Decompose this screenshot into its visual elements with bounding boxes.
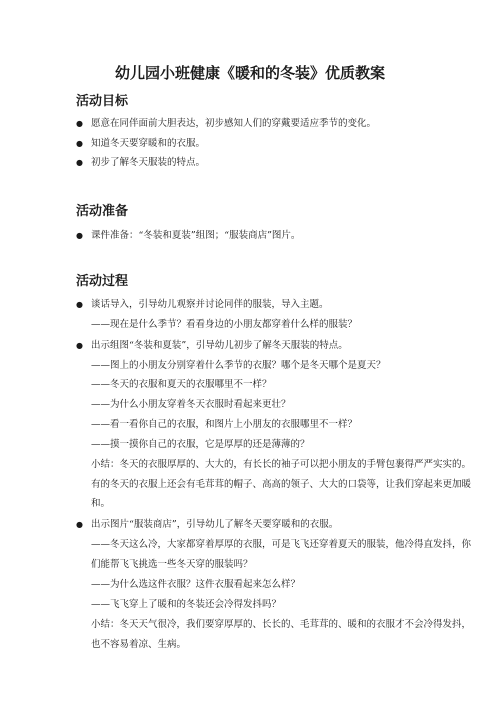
section-heading-prep: 活动准备 [76,204,129,219]
bullet-icon: ● [76,341,83,350]
process-line: ——现在是什么季节？看看身边的小朋友都穿着什么样的服装？ [91,319,358,330]
bullet-icon: ● [76,139,83,148]
process-bullet: 出示组图“冬装和夏装”，引导幼儿初步了解冬天服装的特点。 [91,340,348,351]
process-line: ——冬天的衣服和夏天的衣服哪里不一样？ [91,379,272,390]
bullet-icon: ● [76,119,83,128]
process-line: ——图上的小朋友分别穿着什么季节的衣服？哪个是冬天哪个是夏天？ [91,360,386,371]
bullet-icon: ● [76,231,83,240]
process-bullet: 谈话导入，引导幼儿观察并讨论同伴的服装，导入主题。 [91,299,329,310]
process-line: ——摸一摸你自己的衣服，它是厚厚的还是薄薄的？ [91,439,310,450]
document-title: 幼儿园小班健康《暖和的冬装》优质教案 [114,64,385,82]
process-line: 也不容易着凉、生病。 [91,639,187,650]
process-line: ——看一看你自己的衣服，和图片上小朋友的衣服哪里不一样？ [91,419,358,430]
process-bullet: 出示图片“服装商店”，引导幼儿了解冬天要穿暖和的衣服。 [91,519,339,530]
process-line: ——飞飞穿上了暖和的冬装还会冷得发抖吗？ [91,599,282,610]
bullet-icon: ● [76,158,83,167]
section-heading-goals: 活动目标 [76,94,129,109]
process-line: 小结：冬天的衣服厚厚的、大大的，有长长的袖子可以把小朋友的手臂包裹得严严实实的。 [91,459,472,470]
process-line: ——为什么选这件衣服？这件衣服看起来怎么样？ [91,579,301,590]
process-line: 有的冬天的衣服上还会有毛茸茸的帽子、高高的领子、大大的口袋等，让我们穿起来更加暖 [91,479,472,490]
process-line: 们能帮飞飞挑选一些冬天穿的服装吗？ [91,559,253,570]
bullet-icon: ● [76,300,83,309]
process-line: 和。 [91,498,111,509]
goal-item: 初步了解冬天服装的特点。 [91,157,206,168]
goal-item: 知道冬天要穿暖和的衣服。 [91,138,206,149]
process-line: ——为什么小朋友穿着冬天衣服时看起来更壮？ [91,399,291,410]
bullet-icon: ● [76,520,83,529]
process-line: 小结：冬天天气很冷，我们要穿厚厚的、长长的、毛茸茸的、暖和的衣服才不会冷得发抖， [91,619,472,630]
section-heading-process: 活动过程 [76,274,129,289]
goal-item: 愿意在同伴面前大胆表达，初步感知人们的穿戴要适应季节的变化。 [91,118,377,129]
process-line: ——冬天这么冷，大家都穿着厚厚的衣服，可是飞飞还穿着夏天的服装，他冷得直发抖，你 [91,539,472,550]
prep-item: 课件准备：“冬装和夏装”组图；“服装商店”图片。 [91,230,301,241]
